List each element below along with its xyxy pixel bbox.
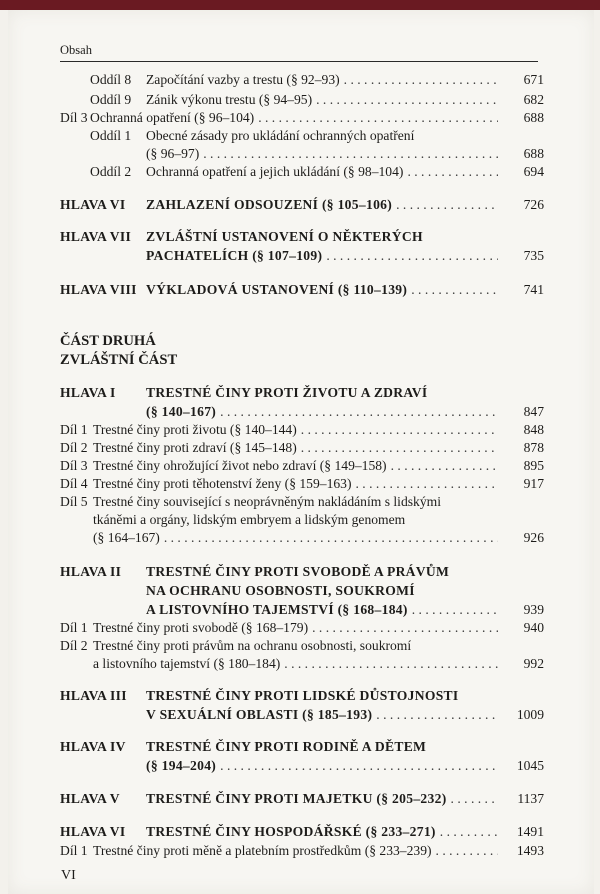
entry-label: Díl 2 <box>60 638 88 653</box>
chapter-title: TRESTNÉ ČINY HOSPODÁŘSKÉ (§ 233–271) <box>146 824 436 839</box>
page-number: 878 <box>523 440 544 455</box>
page-number: 939 <box>523 602 544 617</box>
leader-dots <box>396 197 498 213</box>
leader-dots <box>436 843 498 859</box>
page-number: 741 <box>523 282 544 297</box>
entry-text-cont: tkáněmi a orgány, lidským embryem a lidským genomem <box>93 512 406 527</box>
entry-label: Díl 3 <box>60 110 88 125</box>
page-number: 926 <box>523 530 544 545</box>
entry-text: Obecné zásady pro ukládání ochranných opatření <box>146 128 415 143</box>
leader-dots <box>407 164 498 180</box>
page-number: 917 <box>523 476 544 491</box>
entry-text: Ochranná opatření a jejich ukládání (§ 98–104) <box>146 164 404 179</box>
page-number: 688 <box>523 146 544 161</box>
leader-dots <box>164 530 498 546</box>
chapter-label: HLAVA I <box>60 385 116 400</box>
chapter-title: ZAHLAZENÍ ODSOUZENÍ (§ 105–106) <box>146 197 393 212</box>
chapter-title: TRESTNÉ ČINY PROTI LIDSKÉ DŮSTOJNOSTI <box>146 688 459 703</box>
page-number: 895 <box>523 458 544 473</box>
page-number: 940 <box>523 620 544 635</box>
leader-dots <box>440 824 498 840</box>
entry-text: Ochranná opatření (§ 96–104) <box>90 110 255 125</box>
page-number: 1493 <box>516 843 544 858</box>
entry-text: Trestné činy proti svobodě (§ 168–179) <box>93 620 309 635</box>
page-number: 1491 <box>516 824 544 839</box>
leader-dots <box>451 791 498 807</box>
entry-label: Oddíl 9 <box>90 92 132 107</box>
page-number: 688 <box>523 110 544 125</box>
chapter-title: TRESTNÉ ČINY PROTI RODINĚ A DĚTEM <box>146 739 427 754</box>
leader-dots <box>326 248 498 264</box>
chapter-title-cont: PACHATELÍCH (§ 107–109) <box>146 248 323 263</box>
page-number: 992 <box>523 656 544 671</box>
entry-label: Oddíl 8 <box>90 72 132 87</box>
chapter-label: HLAVA VI <box>60 824 126 839</box>
entry-text: Trestné činy proti těhotenství ženy (§ 159–163) <box>93 476 352 491</box>
page-number: 1009 <box>516 707 544 722</box>
page-folio: VI <box>61 868 76 883</box>
leader-dots <box>220 758 498 774</box>
leader-dots <box>220 404 498 420</box>
chapter-title-cont: V SEXUÁLNÍ OBLASTI (§ 185–193) <box>146 707 373 722</box>
running-header: Obsah <box>60 43 538 62</box>
entry-label: Díl 3 <box>60 458 88 473</box>
page-number: 847 <box>523 404 544 419</box>
chapter-title: TRESTNÉ ČINY PROTI SVOBODĚ A PRÁVŮM <box>146 564 450 579</box>
leader-dots <box>344 72 498 88</box>
page-number: 1137 <box>517 791 544 806</box>
leader-dots <box>258 110 498 126</box>
part-subtitle: ZVLÁŠTNÍ ČÁST <box>60 352 178 368</box>
part-title: ČÁST DRUHÁ <box>60 333 156 349</box>
leader-dots <box>284 656 498 672</box>
entry-label: Díl 1 <box>60 620 88 635</box>
leader-dots <box>316 92 498 108</box>
entry-text: Trestné činy související s neoprávněným nakládáním s lidskými <box>93 494 441 509</box>
chapter-title-cont: A LISTOVNÍHO TAJEMSTVÍ (§ 168–184) <box>146 602 408 617</box>
leader-dots <box>356 476 499 492</box>
entry-text: Trestné činy proti životu (§ 140–144) <box>93 422 297 437</box>
leader-dots <box>301 422 498 438</box>
chapter-label: HLAVA VIII <box>60 282 137 297</box>
leader-dots <box>312 620 498 636</box>
page-number: 694 <box>523 164 544 179</box>
top-band <box>0 0 600 10</box>
chapter-title: TRESTNÉ ČINY PROTI ŽIVOTU A ZDRAVÍ <box>146 385 428 400</box>
chapter-label: HLAVA II <box>60 564 122 579</box>
entry-text-cont: a listovního tajemství (§ 180–184) <box>93 656 281 671</box>
leader-dots <box>301 440 498 456</box>
page-number: 671 <box>523 72 544 87</box>
chapter-label: HLAVA V <box>60 791 120 806</box>
leader-dots <box>411 282 498 298</box>
chapter-title-cont: (§ 140–167) <box>146 404 217 419</box>
chapter-label: HLAVA VI <box>60 197 126 212</box>
entry-text: Trestné činy proti právům na ochranu osobnosti, soukromí <box>93 638 412 653</box>
entry-text-cont: (§ 96–97) <box>146 146 200 161</box>
entry-label: Oddíl 1 <box>90 128 132 143</box>
page-number: 682 <box>523 92 544 107</box>
chapter-label: HLAVA IV <box>60 739 126 754</box>
entry-text-cont: (§ 164–167) <box>93 530 160 545</box>
page-number: 1045 <box>516 758 544 773</box>
chapter-title-cont: (§ 194–204) <box>146 758 217 773</box>
entry-text: Trestné činy proti zdraví (§ 145–148) <box>93 440 297 455</box>
entry-text: Započítání vazby a trestu (§ 92–93) <box>146 72 340 87</box>
entry-label: Díl 1 <box>60 422 88 437</box>
entry-label: Oddíl 2 <box>90 164 132 179</box>
chapter-label: HLAVA III <box>60 688 127 703</box>
entry-label: Díl 1 <box>60 843 88 858</box>
chapter-title: ZVLÁŠTNÍ USTANOVENÍ O NĚKTERÝCH <box>146 229 423 244</box>
chapter-title: TRESTNÉ ČINY PROTI MAJETKU (§ 205–232) <box>146 791 447 806</box>
entry-label: Díl 5 <box>60 494 88 509</box>
leader-dots <box>391 458 498 474</box>
leader-dots <box>203 146 498 162</box>
chapter-label: HLAVA VII <box>60 229 132 244</box>
leader-dots <box>376 707 498 723</box>
chapter-title-cont: NA OCHRANU OSOBNOSTI, SOUKROMÍ <box>146 583 415 598</box>
leader-dots <box>412 602 498 618</box>
page-number: 726 <box>523 197 544 212</box>
chapter-title: VÝKLADOVÁ USTANOVENÍ (§ 110–139) <box>146 282 408 297</box>
entry-text: Trestné činy proti měně a platebním prostředkům (§ 233–239) <box>93 843 432 858</box>
entry-label: Díl 4 <box>60 476 88 491</box>
entry-text: Trestné činy ohrožující život nebo zdraví (§ 149–158) <box>93 458 387 473</box>
page-number: 735 <box>523 248 544 263</box>
entry-text: Zánik výkonu trestu (§ 94–95) <box>146 92 313 107</box>
entry-label: Díl 2 <box>60 440 88 455</box>
page-number: 848 <box>523 422 544 437</box>
